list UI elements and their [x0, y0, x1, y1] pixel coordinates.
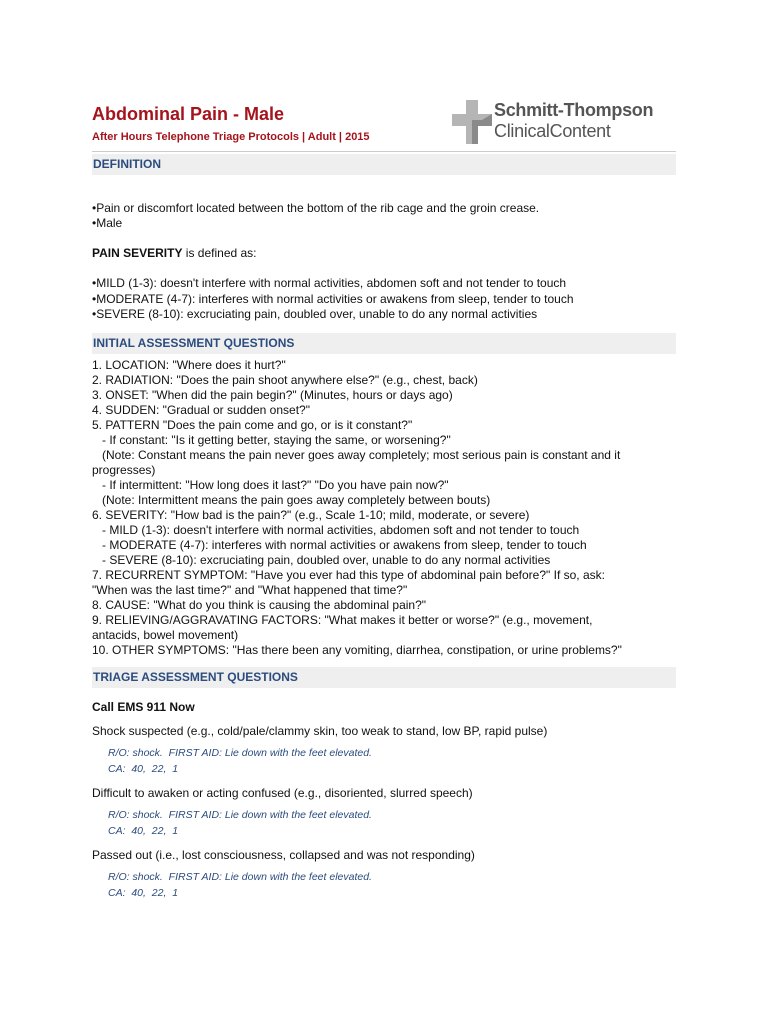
definition-bullet: • Male: [92, 216, 122, 231]
assessment-line: "When was the last time?" and "What happened that time?": [92, 583, 408, 597]
severity-bullet: • MILD (1-3): doesn't interfere with normal activities, abdomen soft and not tender to touch: [92, 276, 566, 291]
assessment-line: - MILD (1-3): doesn't interfere with normal activities, abdomen soft and not tender to touch: [92, 523, 580, 537]
assessment-line: - If intermittent: "How long does it last?" "Do you have pain now?": [92, 478, 449, 492]
assessment-line: - SEVERE (8-10): excruciating pain, doubled over, unable to do any normal activities: [92, 553, 551, 567]
logo-line-1: Schmitt-Thompson: [494, 100, 654, 120]
triage-question: Passed out (i.e., lost consciousness, collapsed and was not responding): [92, 848, 475, 862]
pain-severity-intro: [92, 246, 257, 261]
severity-bullet: • MODERATE (4-7): interferes with normal activities or awakens from sleep, tender to touch: [92, 292, 574, 307]
initial-assessment-heading: INITIAL ASSESSMENT QUESTIONS: [92, 333, 676, 354]
assessment-line: (Note: Constant means the pain never goes away completely; most serious pain is constant and it: [92, 448, 621, 462]
assessment-line: 3. ONSET: "When did the pain begin?" (Minutes, hours or days ago): [92, 388, 453, 402]
assessment-line: 6. SEVERITY: "How bad is the pain?" (e.g., Scale 1-10; mild, moderate, or severe): [92, 508, 530, 522]
severity-bullet: • SEVERE (8-10): excruciating pain, doubled over, unable to do any normal activities: [92, 307, 537, 322]
assessment-line: 7. RECURRENT SYMPTOM: "Have you ever had this type of abdominal pain before?" If so, ask:: [92, 568, 605, 582]
triage-ca-note: CA: 40, 22, 1: [108, 825, 179, 837]
assessment-line: 2. RADIATION: "Does the pain shoot anywhere else?" (e.g., chest, back): [92, 373, 478, 387]
triage-ro-note: R/O: shock. FIRST AID: Lie down with the feet elevated.: [108, 809, 372, 821]
assessment-line: (Note: Intermittent means the pain goes away completely between bouts): [92, 493, 491, 507]
header-divider: [92, 151, 676, 152]
assessment-line: antacids, bowel movement): [92, 628, 239, 642]
assessment-line: 8. CAUSE: "What do you think is causing the abdominal pain?": [92, 598, 427, 612]
triage-ca-note: CA: 40, 22, 1: [108, 887, 179, 899]
assessment-line: 10. OTHER SYMPTOMS: "Has there been any vomiting, diarrhea, constipation, or urine problems?": [92, 643, 622, 657]
pain-severity-label: PAIN SEVERITY: [92, 246, 183, 260]
assessment-line: - If constant: "Is it getting better, staying the same, or worsening?": [92, 433, 451, 447]
triage-ro-note: R/O: shock. FIRST AID: Lie down with the feet elevated.: [108, 871, 372, 883]
triage-assessment-heading: TRIAGE ASSESSMENT QUESTIONS: [92, 667, 676, 688]
assessment-line: 1. LOCATION: "Where does it hurt?": [92, 358, 286, 372]
disposition-heading: Call EMS 911 Now: [92, 700, 195, 714]
pain-severity-suffix: is defined as:: [182, 246, 257, 260]
schmitt-thompson-logo: [452, 96, 682, 148]
triage-question: Shock suspected (e.g., cold/pale/clammy skin, too weak to stand, low BP, rapid pulse): [92, 724, 548, 738]
page-subtitle: After Hours Telephone Triage Protocols | Adult | 2015: [92, 131, 370, 143]
logo-line-2: ClinicalContent: [494, 121, 611, 141]
cross-logo-icon: [452, 100, 492, 144]
definition-heading: DEFINITION: [92, 154, 676, 175]
assessment-line: - MODERATE (4-7): interferes with normal activities or awakens from sleep, tender to touch: [92, 538, 587, 552]
definition-bullet: • Pain or discomfort located between the bottom of the rib cage and the groin crease.: [92, 201, 539, 216]
assessment-line: progresses): [92, 463, 156, 477]
triage-ro-note: R/O: shock. FIRST AID: Lie down with the feet elevated.: [108, 747, 372, 759]
assessment-line: 4. SUDDEN: "Gradual or sudden onset?": [92, 403, 310, 417]
assessment-line: 5. PATTERN "Does the pain come and go, or is it constant?": [92, 418, 413, 432]
triage-question: Difficult to awaken or acting confused (e.g., disoriented, slurred speech): [92, 786, 473, 800]
assessment-line: 9. RELIEVING/AGGRAVATING FACTORS: "What makes it better or worse?" (e.g., movement,: [92, 613, 593, 627]
page-title: Abdominal Pain - Male: [92, 104, 285, 124]
triage-ca-note: CA: 40, 22, 1: [108, 763, 179, 775]
